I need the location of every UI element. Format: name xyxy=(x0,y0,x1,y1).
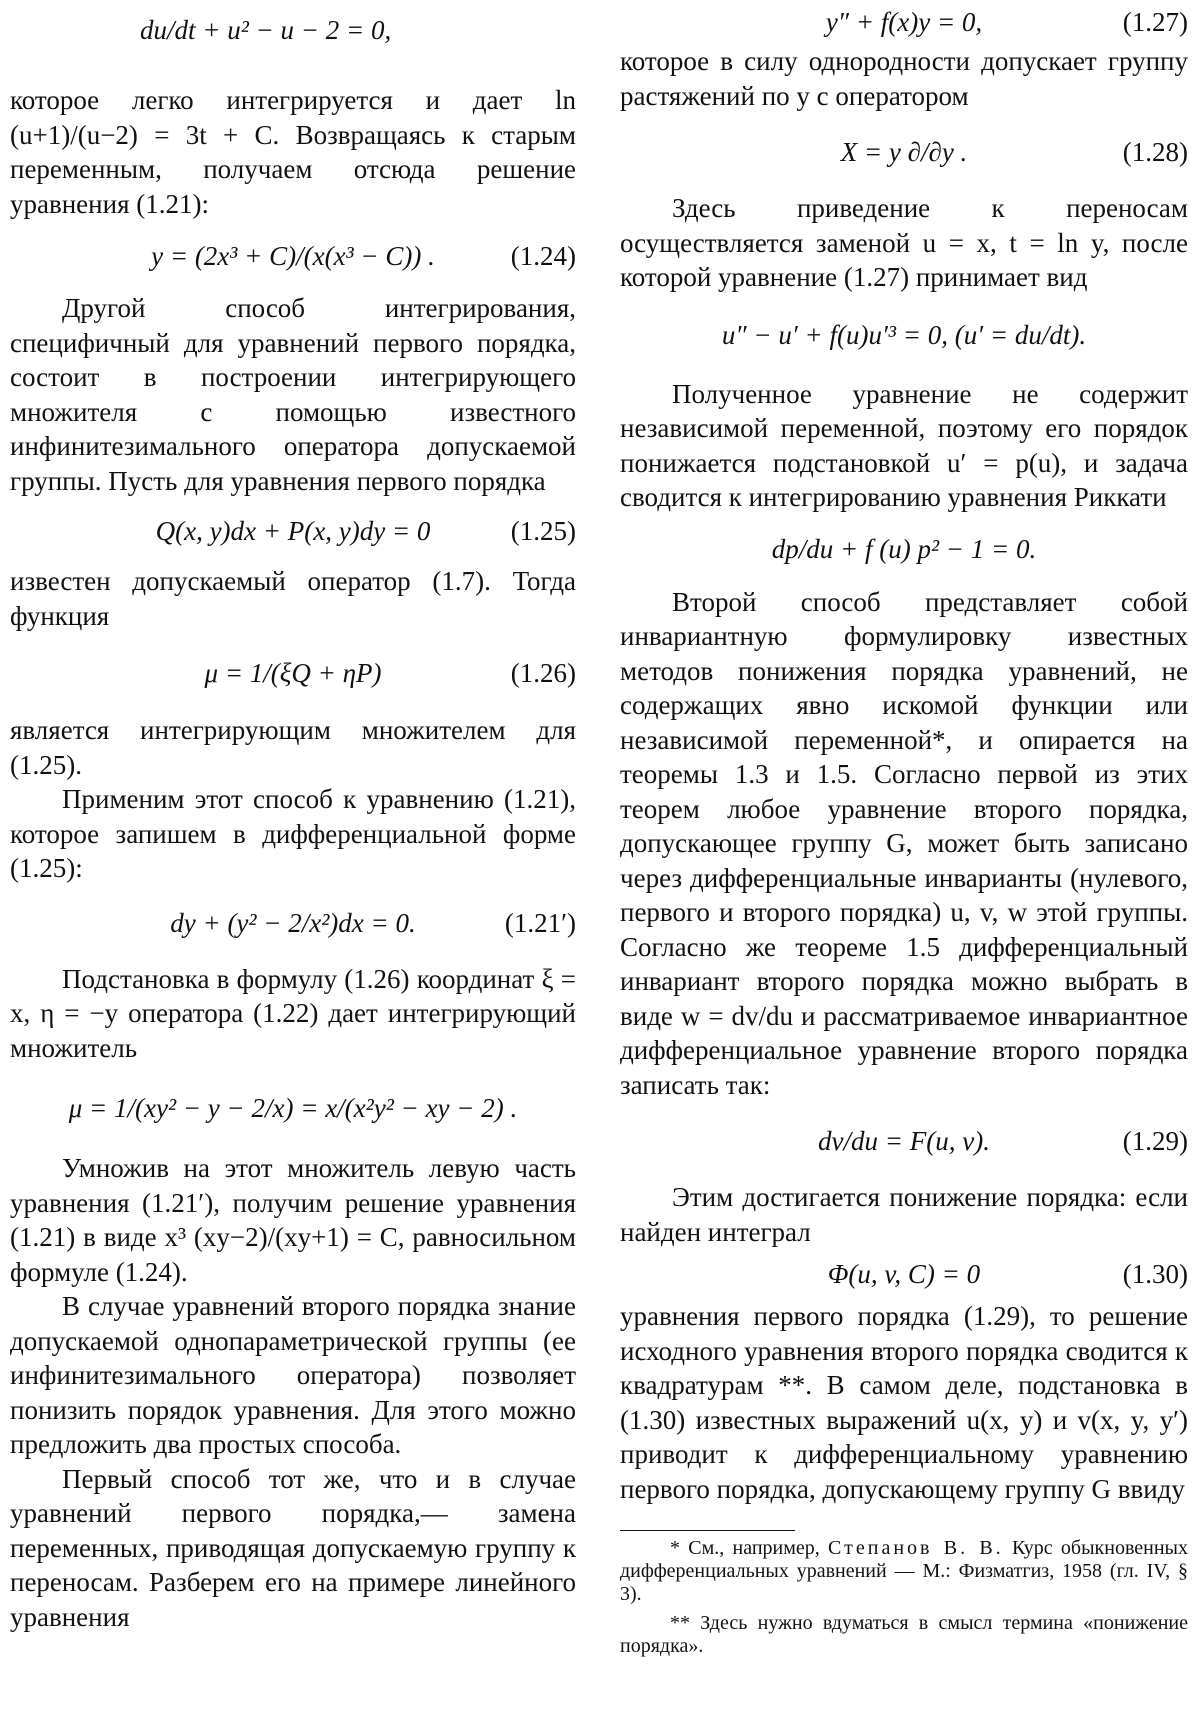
equation-text: y″ + f(x)y = 0, xyxy=(825,6,983,37)
equation-text: dp/du + f (u) p² − 1 = 0. xyxy=(771,534,1037,565)
equation-1-27 xyxy=(620,0,1188,44)
equation-number: (1.24) xyxy=(510,240,576,271)
paragraph: В случае уравнений второго порядка знание допускаемой однопараметрической группы (ее инфинитезимального оператора) позволяет понизить порядок уравнения. Для этого можно предложить два простых способа. xyxy=(10,1291,576,1459)
equation-number: (1.27) xyxy=(1122,6,1188,37)
equation-1-21-prime xyxy=(10,886,576,962)
equation-riccati xyxy=(620,515,1188,585)
equation-text: Φ(u, v, C) = 0 xyxy=(827,1258,981,1289)
footnote-divider xyxy=(620,1530,795,1531)
paragraph: Второй способ представляет собой инвариантную формулировку известных методов понижения порядка уравнений, не содержащих явно искомой функции или независимой переменной*, и опирается на теоремы 1.3 и 1.5. Согласно первой из этих теорем любое уравнение второго порядка, допускающее группу G, может быть записано через дифференциальные инварианты (нулевого, первого и второго порядка) u, v, w этой группы. Согласно же теореме 1.5 дифференциальный инвариант второго порядка можно выбрать в виде w = dv/du и рассматриваемое инвариантное дифференциальное уравнение второго порядка записать так: xyxy=(620,586,1188,1100)
paragraph: которое в силу однородности допускает группу растяжений по y с оператором xyxy=(620,46,1188,111)
footnote-author: Степанов В. В. xyxy=(828,1537,1004,1559)
equation-text: dv/du = F(u, v). xyxy=(818,1125,990,1156)
equation-text: Q(x, y)dx + P(x, y)dy = 0 xyxy=(155,515,431,546)
equation-number: (1.29) xyxy=(1122,1125,1188,1156)
footnote-1 xyxy=(620,1537,1188,1606)
paragraph: Умножив на этот множитель левую часть уравнения (1.21′), получим решение уравнения (1.21) в виде x³ (xy−2)/(xy+1) = C, равносильном формуле (1.24). xyxy=(10,1153,576,1287)
paragraph: Другой способ интегрирования, специфичный для уравнений первого порядка, состоит в построении интегрирующего множителя с помощью известного инфинитезимального оператора допускаемой группы. Пусть для уравнения первого порядка xyxy=(10,293,576,496)
paragraph: Применим этот способ к уравнению (1.21), которое запишем в дифференциальной форме (1.25): xyxy=(10,784,576,883)
equation-text: X = y ∂/∂y . xyxy=(840,136,968,167)
equation-du-dt xyxy=(10,5,576,55)
equation-1-28 xyxy=(620,113,1188,191)
equation-1-30 xyxy=(620,1249,1188,1299)
paragraph: Здесь приведение к переносам осуществляется заменой u = x, t = ln y, после которой уравнение (1.27) принимает вид xyxy=(620,193,1188,292)
paragraph: является интегрирующим множителем для (1.25). xyxy=(10,715,576,780)
paragraph: Этим достигается понижение порядка: если найден интеграл xyxy=(620,1182,1188,1247)
equation-1-25 xyxy=(10,498,576,564)
right-column xyxy=(620,0,1188,1658)
equation-number: (1.26) xyxy=(510,657,576,688)
equation-mu xyxy=(10,1065,576,1151)
left-column xyxy=(10,0,576,1634)
paragraph: Подстановка в формулу (1.26) координат ξ = x, η = −y оператора (1.22) дает интегрирующий множитель xyxy=(10,963,576,1063)
footnote-marker-text: * См., например, xyxy=(670,1537,820,1559)
equation-number: (1.30) xyxy=(1122,1258,1188,1289)
equation-number: (1.28) xyxy=(1122,136,1188,167)
paragraph: уравнения первого порядка (1.29), то решение исходного уравнения второго порядка сводится к квадратурам **. В самом деле, подстановка в (1.30) известных выражений u(x, y) и v(x, y, y′) приводит к дифференциальному уравнению первого порядка, допускающему группу G ввиду xyxy=(620,1301,1188,1504)
equation-number: (1.21′) xyxy=(504,908,576,939)
footnote-2: ** Здесь нужно вдуматься в смысл термина «понижение порядка». xyxy=(620,1612,1188,1657)
paragraph: Первый способ тот же, что и в случае уравнений первого порядка,— замена переменных, приводящая допускаемую группу к переносам. Разберем его на примере линейного уравнения xyxy=(10,1463,576,1632)
equation-1-29 xyxy=(620,1102,1188,1180)
equation-text: dy + (y² − 2/x²)dx = 0. xyxy=(170,908,416,939)
equation-text: y = (2x³ + C)/(x(x³ − C)) . xyxy=(151,240,435,271)
paragraph: которое легко интегрируется и дает ln (u+1)/(u−2) = 3t + C. Возвращаясь к старым переменным, получаем отсюда решение уравнения (1.21): xyxy=(10,85,576,219)
equation-text: du/dt + u² − u − 2 = 0, xyxy=(140,14,392,45)
equation-1-26 xyxy=(10,633,576,713)
equation-text: μ = 1/(ξQ + ηP) xyxy=(204,657,382,688)
paragraph: известен допускаемый оператор (1.7). Тогда функция xyxy=(10,566,576,631)
footnote-text: Курс обыкновенных дифференциальных уравнений — М.: Физматгиз, 1958 (гл. IV, § 3). xyxy=(620,1537,1188,1605)
equation-1-24 xyxy=(10,221,576,291)
equation-text: μ = 1/(xy² − y − 2/x) = x/(x²y² − xy − 2) . xyxy=(68,1092,518,1123)
equation-number: (1.25) xyxy=(510,515,576,546)
equation-reduced xyxy=(620,295,1188,377)
equation-text: u″ − u′ + f(u)u′³ = 0, (u′ = du/dt). xyxy=(721,320,1087,351)
paragraph: Полученное уравнение не содержит независимой переменной, поэтому его порядок понижается подстановкой u′ = p(u), и задача сводится к интегрированию уравнения Риккати xyxy=(620,378,1188,512)
